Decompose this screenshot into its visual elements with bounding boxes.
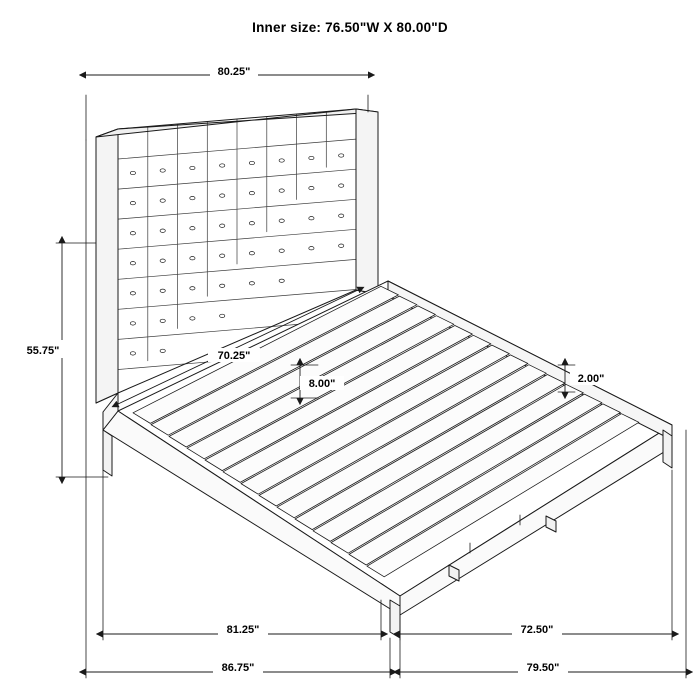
- label-headboard-width: 80.25": [217, 66, 251, 78]
- label-footboard-inner-width: 81.25": [226, 624, 260, 636]
- label-overall-height: 55.75": [26, 345, 60, 357]
- label-slat-rise: 8.00": [308, 378, 336, 390]
- page-title: Inner size: 76.50"W X 80.00"D: [252, 20, 448, 35]
- label-side-outer-depth: 79.50": [526, 662, 560, 674]
- label-side-inner-depth: 72.50": [520, 624, 554, 636]
- label-footboard-outer-width: 86.75": [221, 662, 255, 674]
- label-rail-thickness: 2.00": [577, 373, 605, 385]
- label-inner-width-top: 70.25": [217, 350, 251, 362]
